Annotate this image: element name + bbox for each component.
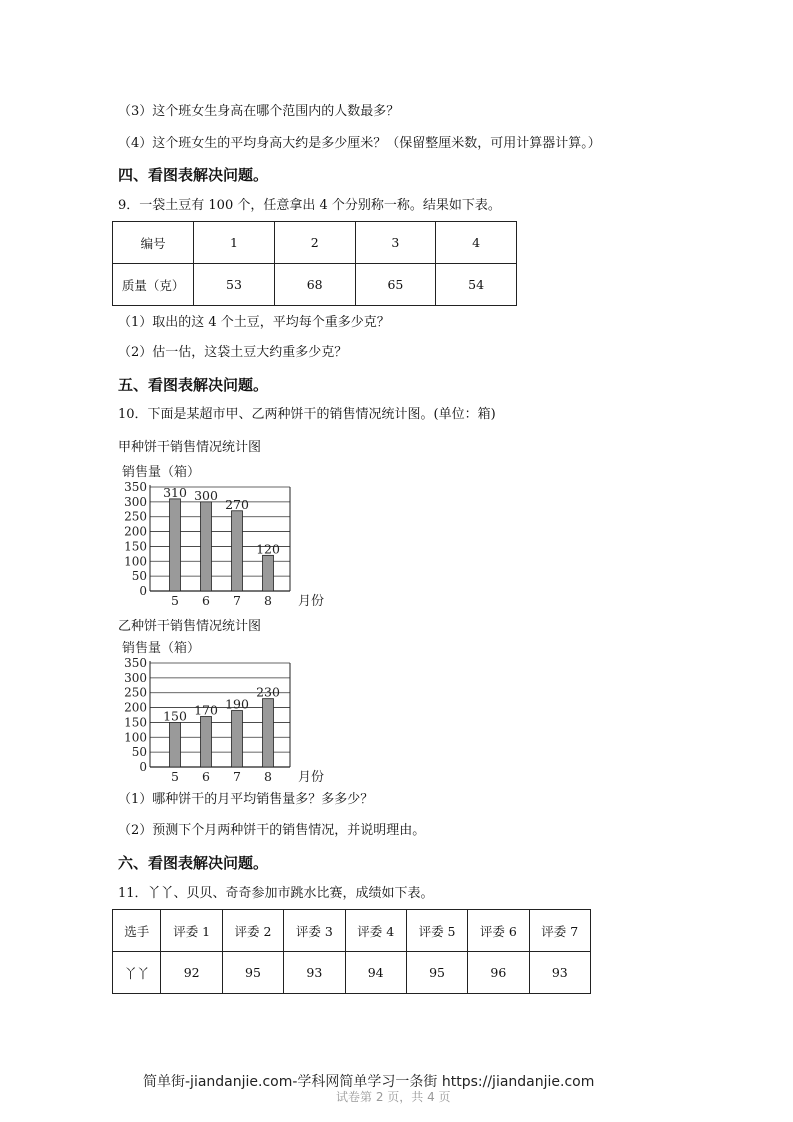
y-tick-label: 150 bbox=[124, 715, 147, 730]
q11-cell: 94 bbox=[345, 952, 406, 994]
q9-cell: 2 bbox=[274, 222, 355, 264]
y-tick-label: 100 bbox=[124, 554, 147, 569]
y-tick-label: 50 bbox=[131, 569, 147, 584]
bar bbox=[263, 555, 274, 591]
y-tick-label: 150 bbox=[124, 539, 147, 554]
bar-value-label: 190 bbox=[225, 696, 249, 712]
q11-header-cell: 评委 6 bbox=[468, 910, 529, 952]
bar bbox=[263, 699, 274, 767]
q11-header-cell: 评委 3 bbox=[284, 910, 345, 952]
y-tick-label: 0 bbox=[139, 584, 147, 598]
x-tick-label: 7 bbox=[233, 769, 241, 784]
chart-1-bar-chart bbox=[110, 460, 340, 610]
q11-cell: 丫丫 bbox=[113, 952, 161, 994]
section-6-heading: 六、看图表解决问题。 bbox=[118, 854, 269, 872]
x-axis-label: 月份 bbox=[298, 594, 325, 609]
y-tick-label: 250 bbox=[124, 509, 147, 524]
q11-header-cell: 评委 4 bbox=[345, 910, 406, 952]
x-tick-label: 5 bbox=[171, 593, 179, 608]
y-tick-label: 200 bbox=[124, 700, 147, 715]
q9-cell: 65 bbox=[355, 264, 436, 306]
q9-cell: 1 bbox=[194, 222, 275, 264]
y-tick-label: 200 bbox=[124, 524, 147, 539]
y-tick-label: 100 bbox=[124, 730, 147, 745]
q9-table bbox=[112, 221, 517, 306]
bar bbox=[201, 502, 212, 591]
q11-header-cell: 评委 1 bbox=[161, 910, 222, 952]
q8-sub4: （4）这个班女生的平均身高大约是多少厘米？（保留整厘米数，可用计算器计算。） bbox=[118, 136, 601, 151]
q9-cell: 3 bbox=[355, 222, 436, 264]
bar-value-label: 150 bbox=[163, 708, 187, 724]
q9-table-row-2 bbox=[113, 264, 517, 306]
q11-cell: 92 bbox=[161, 952, 222, 994]
q11-cell: 96 bbox=[468, 952, 529, 994]
q9-cell: 4 bbox=[436, 222, 517, 264]
bar bbox=[170, 722, 181, 767]
y-tick-label: 0 bbox=[139, 760, 147, 774]
x-axis-label: 月份 bbox=[298, 770, 325, 785]
x-tick-label: 6 bbox=[202, 769, 210, 784]
y-axis-label: 销售量（箱） bbox=[122, 465, 201, 480]
chart-2-bar-chart bbox=[110, 636, 340, 786]
q10-sub2: （2）预测下个月两种饼干的销售情况，并说明理由。 bbox=[118, 823, 426, 838]
q10-stem: 10．下面是某超市甲、乙两种饼干的销售情况统计图。(单位：箱) bbox=[118, 407, 496, 422]
q10-sub1: （1）哪种饼干的月平均销售量多？多多少？ bbox=[118, 792, 374, 807]
q11-stem: 11．丫丫、贝贝、奇奇参加市跳水比赛，成绩如下表。 bbox=[118, 886, 434, 901]
bar-value-label: 170 bbox=[194, 702, 218, 718]
y-tick-label: 300 bbox=[124, 494, 147, 509]
bar-value-label: 270 bbox=[225, 496, 249, 512]
y-tick-label: 50 bbox=[131, 745, 147, 760]
bar bbox=[201, 716, 212, 767]
bar-value-label: 300 bbox=[194, 487, 218, 503]
y-tick-label: 300 bbox=[124, 670, 147, 685]
q11-header-cell: 评委 2 bbox=[222, 910, 283, 952]
x-tick-label: 5 bbox=[171, 769, 179, 784]
y-tick-label: 350 bbox=[124, 656, 147, 670]
q9-sub2: （2）估一估，这袋土豆大约重多少克？ bbox=[118, 345, 348, 360]
bar bbox=[232, 711, 243, 767]
section-5-heading: 五、看图表解决问题。 bbox=[118, 376, 269, 394]
x-tick-label: 6 bbox=[202, 593, 210, 608]
chart-2-title: 乙种饼干销售情况统计图 bbox=[118, 619, 262, 634]
q11-cell: 93 bbox=[284, 952, 345, 994]
q11-table bbox=[112, 909, 591, 994]
q11-table-header bbox=[113, 910, 591, 952]
bar bbox=[170, 499, 181, 591]
q9-cell: 53 bbox=[194, 264, 275, 306]
bar-value-label: 120 bbox=[256, 541, 280, 557]
x-tick-label: 7 bbox=[233, 593, 241, 608]
bar bbox=[232, 511, 243, 591]
page-number: 试卷第 2 页，共 4 页 bbox=[336, 1090, 451, 1104]
q9-stem: 9．一袋土豆有 100 个，任意拿出 4 个分别称一称。结果如下表。 bbox=[118, 198, 501, 213]
q9-cell: 质量（克） bbox=[113, 264, 194, 306]
q11-header-cell: 评委 7 bbox=[529, 910, 590, 952]
q11-cell: 95 bbox=[222, 952, 283, 994]
q11-header-cell: 评委 5 bbox=[406, 910, 467, 952]
y-tick-label: 350 bbox=[124, 480, 147, 494]
bar-value-label: 310 bbox=[163, 484, 187, 500]
q8-sub3: （3）这个班女生身高在哪个范围内的人数最多？ bbox=[118, 104, 400, 119]
y-axis-label: 销售量（箱） bbox=[122, 641, 201, 656]
chart-1-title: 甲种饼干销售情况统计图 bbox=[118, 440, 262, 455]
q9-cell: 68 bbox=[274, 264, 355, 306]
q11-cell: 93 bbox=[529, 952, 590, 994]
q9-table-row-1 bbox=[113, 222, 517, 264]
y-tick-label: 250 bbox=[124, 685, 147, 700]
q11-table-row bbox=[113, 952, 591, 994]
q9-cell: 编号 bbox=[113, 222, 194, 264]
watermark-text: 简单街-jiandanjie.com-学科网简单学习一条街 https://jiandanjie.com bbox=[143, 1074, 595, 1090]
q9-sub1: （1）取出的这 4 个土豆，平均每个重多少克？ bbox=[118, 315, 390, 330]
q11-header-cell: 选手 bbox=[113, 910, 161, 952]
q11-cell: 95 bbox=[406, 952, 467, 994]
x-tick-label: 8 bbox=[264, 769, 272, 784]
q9-cell: 54 bbox=[436, 264, 517, 306]
bar-value-label: 230 bbox=[256, 684, 280, 700]
section-4-heading: 四、看图表解决问题。 bbox=[118, 166, 269, 184]
x-tick-label: 8 bbox=[264, 593, 272, 608]
